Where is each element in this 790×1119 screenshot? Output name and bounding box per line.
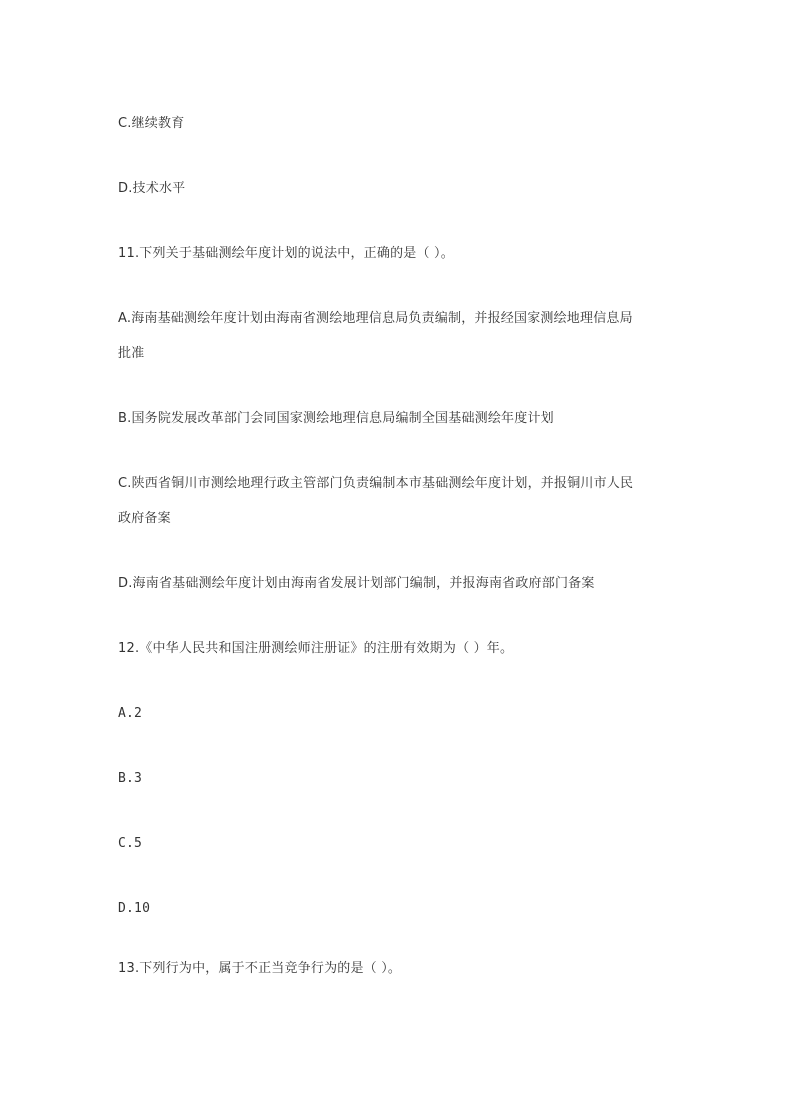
q11-option-b: B.国务院发展改革部门会同国家测绘地理信息局编制全国基础测绘年度计划 bbox=[118, 411, 554, 426]
q12-option-c: C.5 bbox=[118, 836, 143, 851]
q11-option-c-line2: 政府备案 bbox=[118, 511, 171, 526]
q12-option-d: D.10 bbox=[118, 901, 151, 916]
q13-question: 13.下列行为中，属于不正当竞争行为的是（ ）。 bbox=[118, 961, 402, 976]
q12-option-a: A.2 bbox=[118, 706, 143, 721]
q11-option-a-line1: A.海南基础测绘年度计划由海南省测绘地理信息局负责编制，并报经国家测绘地理信息局 bbox=[118, 311, 633, 326]
q11-option-a-line2: 批准 bbox=[118, 346, 145, 361]
q11-question: 11.下列关于基础测绘年度计划的说法中，正确的是（ ）。 bbox=[118, 246, 454, 261]
q12-question: 12.《中华人民共和国注册测绘师注册证》的注册有效期为（ ）年。 bbox=[118, 641, 514, 656]
q10-option-c: C.继续教育 bbox=[118, 116, 185, 131]
q11-option-d: D.海南省基础测绘年度计划由海南省发展计划部门编制，并报海南省政府部门备案 bbox=[118, 576, 595, 591]
q12-option-b: B.3 bbox=[118, 771, 143, 786]
q10-option-d: D.技术水平 bbox=[118, 181, 186, 196]
q11-option-c-line1: C.陕西省铜川市测绘地理行政主管部门负责编制本市基础测绘年度计划，并报铜川市人民 bbox=[118, 476, 634, 491]
